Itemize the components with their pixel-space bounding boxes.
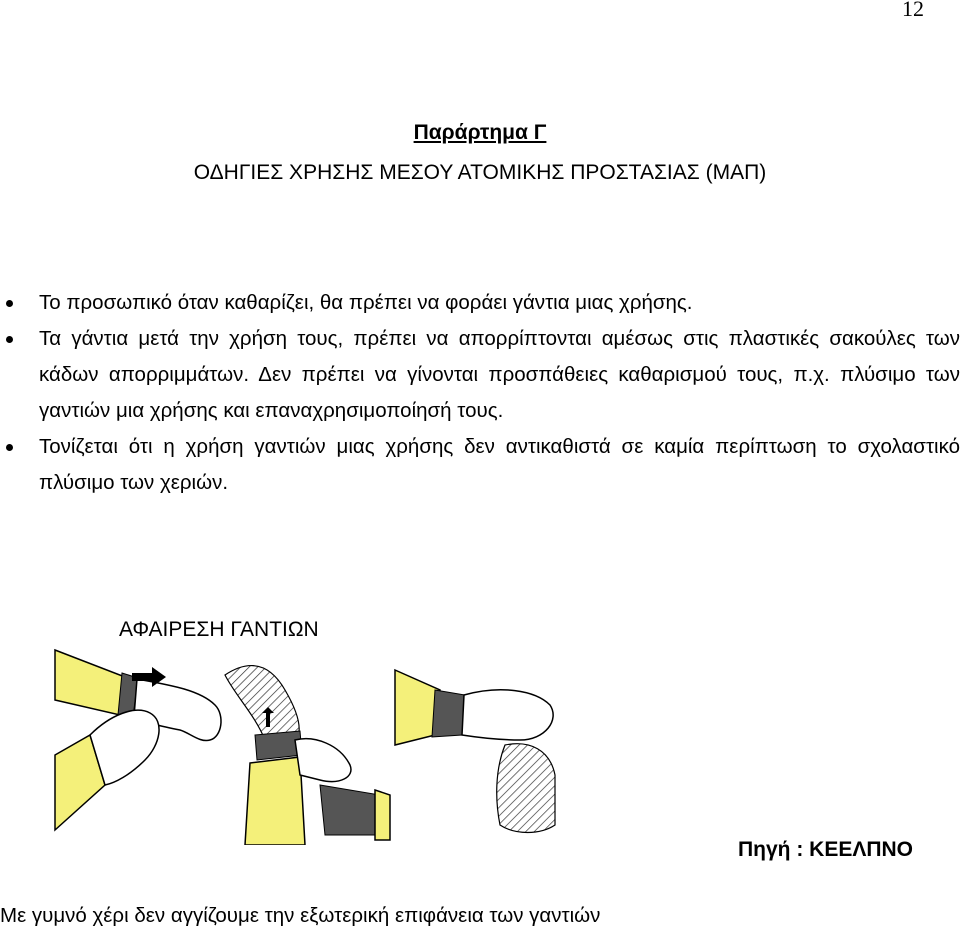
list-item-text: Τονίζεται ότι η χρήση γαντιών μιας χρήσης δεν αντικαθιστά σε καμία περίπτωση το σχολαστικό πλύσιμο των χεριών. xyxy=(39,435,960,494)
bullet-icon xyxy=(6,444,13,451)
section-heading: ΑΦΑΙΡΕΣΗ ΓΑΝΤΙΩΝ xyxy=(119,618,319,641)
page-number: 12 xyxy=(902,0,924,21)
list-item xyxy=(0,321,960,429)
step-3-figure xyxy=(395,670,555,833)
list-item xyxy=(0,285,960,321)
list-item-text: Τα γάντια μετά την χρήση τους, πρέπει να απορρίπτονται αμέσως στις πλαστικές σακούλες των κάδων απορριμμάτων. Δεν πρέπει να γίνονται προσπάθειες καθαρισμού τους, π.χ. πλύσιμο των γαντιών μια χρήσης και επαναχρησιμοποίησή τους. xyxy=(39,327,960,422)
list-item-text: Το προσωπικό όταν καθαρίζει, θα πρέπει να φοράει γάντια μιας χρήσης. xyxy=(39,291,693,314)
glove-removal-illustration xyxy=(50,645,620,845)
source-credit: Πηγή : ΚΕΕΛΠΝΟ xyxy=(738,838,914,861)
document-title: ΟΔΗΓΙΕΣ ΧΡΗΣΗΣ ΜΕΣΟΥ ΑΤΟΜΙΚΗΣ ΠΡΟΣΤΑΣΙΑΣ (ΜΑΠ) xyxy=(193,161,767,184)
bullet-icon xyxy=(6,336,13,343)
bullet-icon xyxy=(6,300,13,307)
step-1-figure xyxy=(55,650,221,830)
step-2-figure xyxy=(225,666,390,845)
appendix-title: Παράρτημα Γ xyxy=(413,121,547,144)
instruction-list xyxy=(0,285,960,501)
figure-caption: Με γυμνό χέρι δεν αγγίζουμε την εξωτερική επιφάνεια των γαντιών xyxy=(0,904,601,927)
list-item xyxy=(0,429,960,501)
